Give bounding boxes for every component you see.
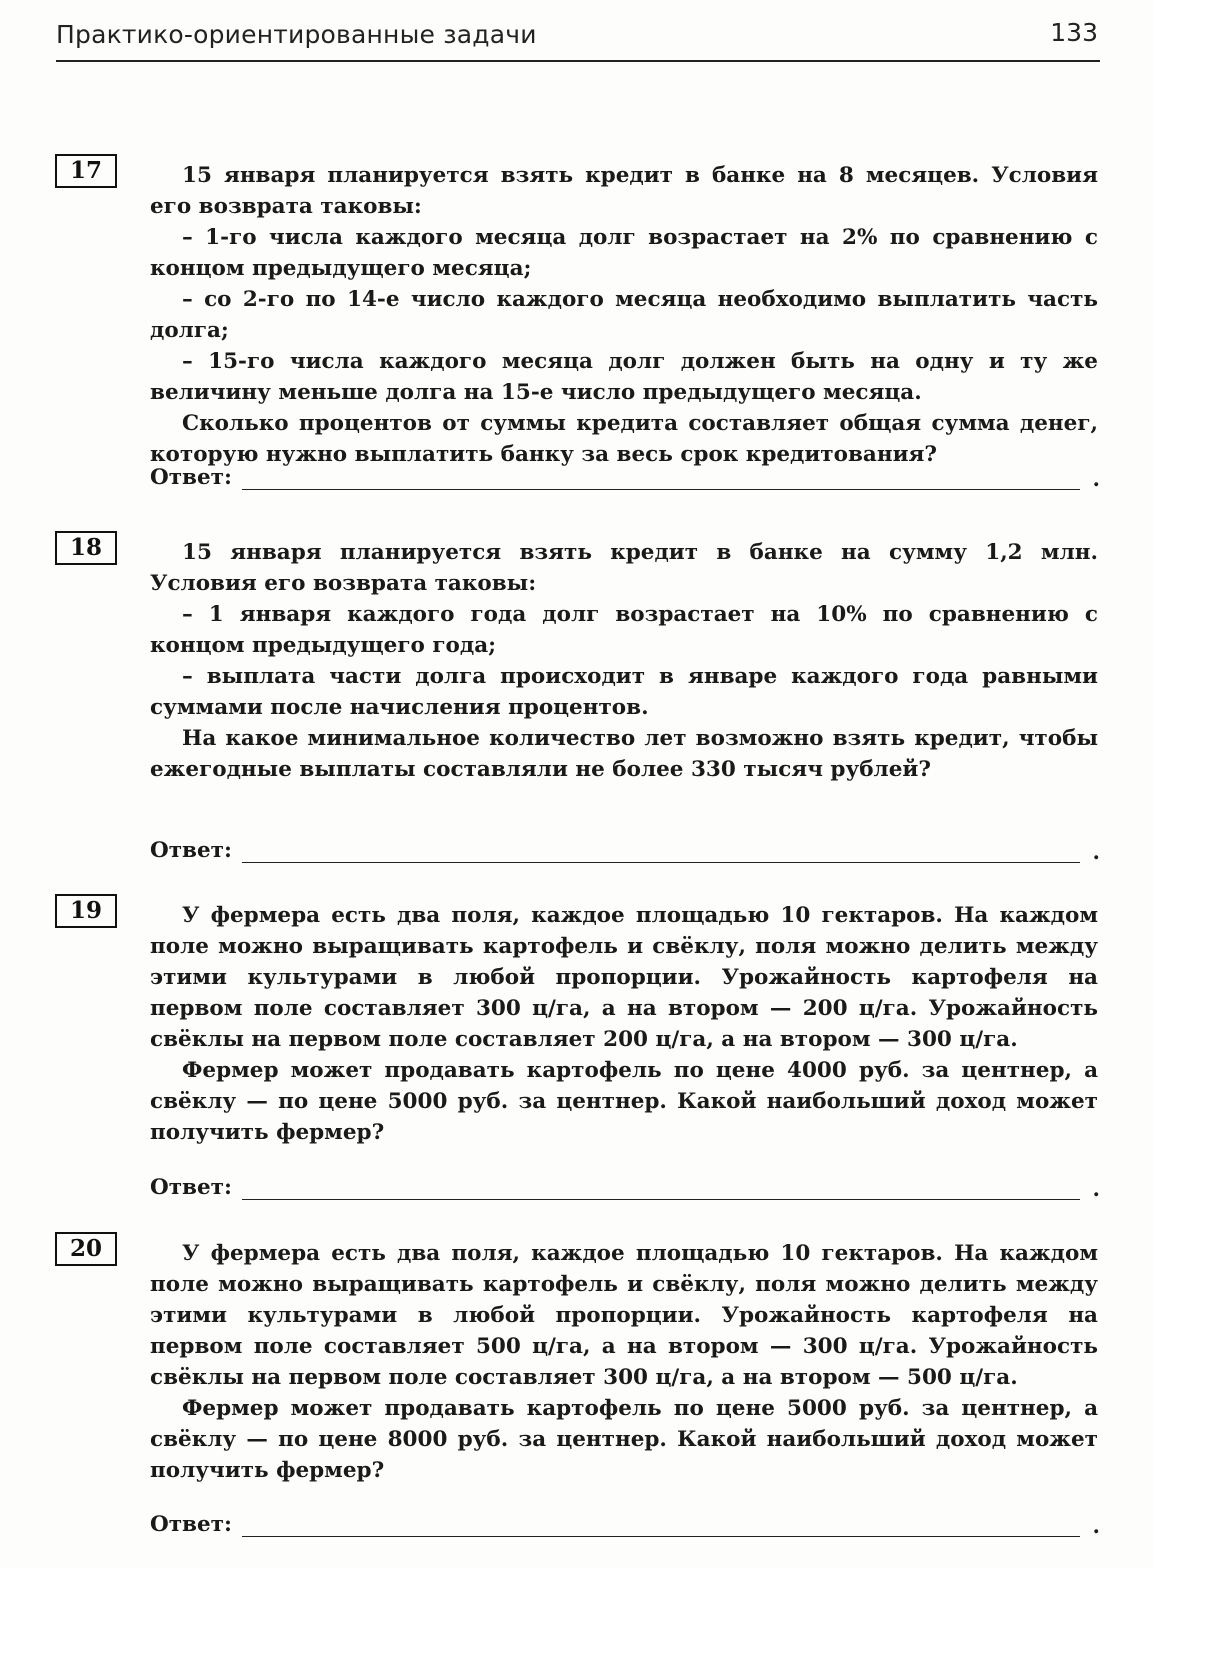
task-paragraph: 15 января планируется взять кредит в банке на сумму 1,2 млн. Условия его возврата таковы: [150,540,1098,596]
task-condition: – 1 января каждого года долг возрастает на 10% по сравнению с концом предыдущего года; [150,602,1098,658]
answer-label: Ответ: [150,838,232,863]
task-paragraph: У фермера есть два поля, каждое площадью 10 гектаров. На каждом поле можно выращивать картофель и свёклу, поля можно делить между этими культурами в любой пропорции. Урожайность картофеля на первом поле составляет 300 ц/га, а на втором — 200 ц/га. Урожайность свёклы на первом поле составляет 200 ц/га, а на втором — 300 ц/га. [150,903,1098,1052]
task-condition: – со 2-го по 14-е число каждого месяца необходимо выплатить часть долга; [150,287,1098,343]
task-question: На какое минимальное количество лет возможно взять кредит, чтобы ежегодные выплаты составляли не более 330 тысяч рублей? [150,726,1098,782]
answer-label: Ответ: [150,465,232,490]
task-paragraph: 15 января планируется взять кредит в банке на 8 месяцев. Условия его возврата таковы: [150,163,1098,219]
answer-row-19 [150,1175,1100,1207]
page-number: 133 [1050,18,1098,47]
answer-row-18 [150,838,1100,870]
page-header [56,18,1100,62]
answer-dot: . [1092,467,1100,492]
task-question: Фермер может продавать картофель по цене 5000 руб. за центнер, а свёклу — по цене 8000 руб. за центнер. Какой наибольший доход может получить фермер? [150,1396,1098,1483]
task-number-box: 19 [55,894,117,928]
task-text [150,537,1098,785]
task-condition: – выплата части долга происходит в январе каждого года равными суммами после начисления процентов. [150,664,1098,720]
task-paragraph: У фермера есть два поля, каждое площадью 10 гектаров. На каждом поле можно выращивать картофель и свёклу, поля можно делить между этими культурами в любой пропорции. Урожайность картофеля на первом поле составляет 500 ц/га, а на втором — 300 ц/га. Урожайность свёклы на первом поле составляет 300 ц/га, а на втором — 500 ц/га. [150,1241,1098,1390]
task-condition: – 1-го числа каждого месяца долг возрастает на 2% по сравнению с концом предыдущего месяца; [150,225,1098,281]
answer-row-20 [150,1512,1100,1544]
task-number-box: 17 [55,154,117,188]
answer-field[interactable] [242,862,1080,863]
task-condition: – 15-го числа каждого месяца долг должен быть на одну и ту же величину меньше долга на 15-е число предыдущего месяца. [150,349,1098,405]
task-number-box: 20 [55,1232,117,1266]
answer-dot: . [1092,1177,1100,1202]
answer-dot: . [1092,840,1100,865]
task-question: Фермер может продавать картофель по цене 4000 руб. за центнер, а свёклу — по цене 5000 руб. за центнер. Какой наибольший доход может получить фермер? [150,1058,1098,1145]
task-question: Сколько процентов от суммы кредита составляет общая сумма денег, которую нужно выплатить банку за весь срок кредитования? [150,411,1098,467]
task-text [150,160,1098,470]
answer-field[interactable] [242,1536,1080,1537]
answer-label: Ответ: [150,1175,232,1200]
task-text [150,1238,1098,1486]
task-text [150,900,1098,1148]
answer-label: Ответ: [150,1512,232,1537]
answer-field[interactable] [242,1199,1080,1200]
answer-dot: . [1092,1514,1100,1539]
answer-field[interactable] [242,489,1080,490]
answer-row-17 [150,465,1100,497]
task-number-box: 18 [55,531,117,565]
running-title: Практико-ориентированные задачи [56,20,537,49]
